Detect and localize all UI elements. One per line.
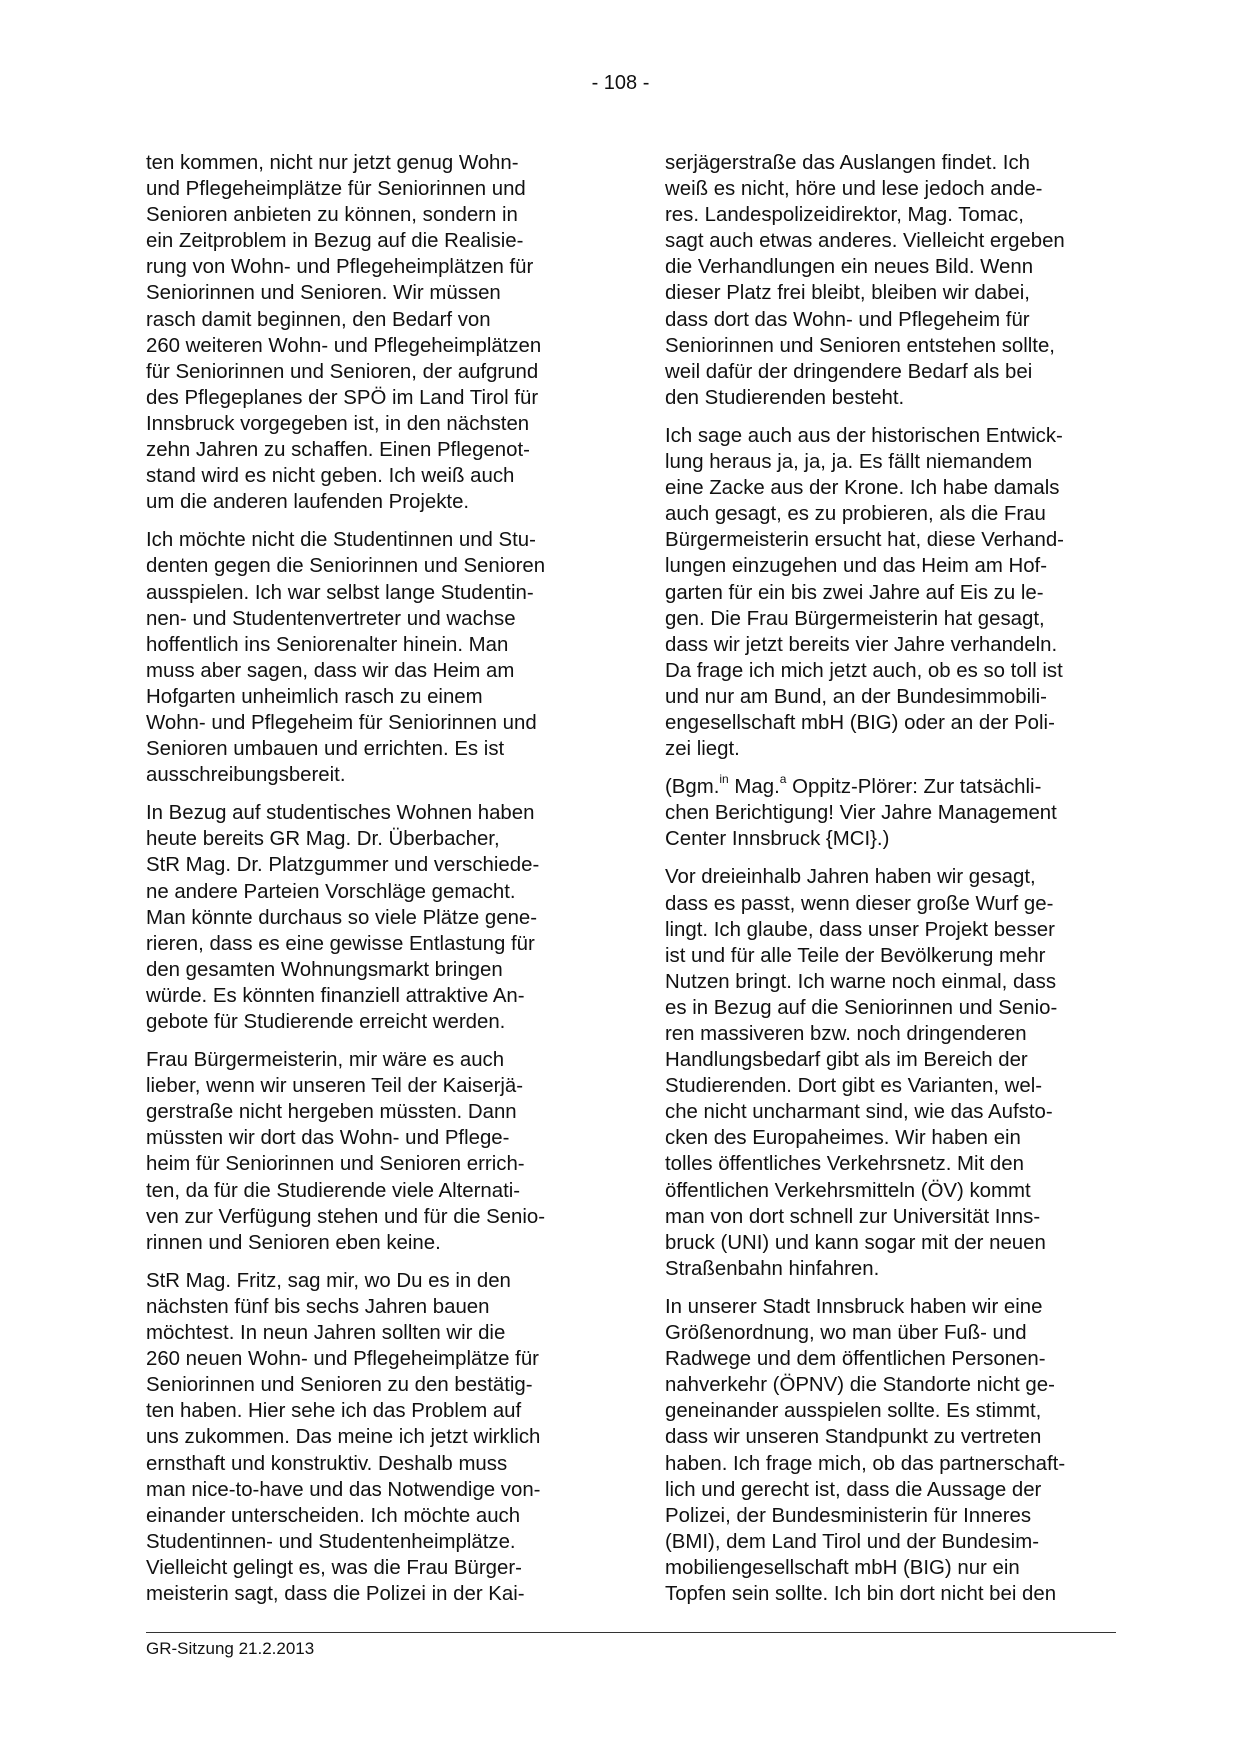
text-line: gen. Die Frau Bürgermeisterin hat gesagt,: [665, 607, 1045, 630]
text-line: dass dort das Wohn- und Pflegeheim für: [665, 308, 1030, 331]
interjection-sup2: a: [779, 772, 787, 787]
text-line: Seniorinnen und Senioren. Wir müssen: [146, 282, 501, 305]
text-line: uns zukommen. Das meine ich jetzt wirklich: [146, 1426, 541, 1449]
text-line: den gesamten Wohnungsmarkt bringen: [146, 958, 503, 981]
text-line: Topfen sein sollte. Ich bin dort nicht bei den: [665, 1582, 1057, 1605]
text-line: Ich sage auch aus der historischen Entwick-: [665, 424, 1063, 447]
text-line: serjägerstraße das Auslangen findet. Ich: [665, 152, 1030, 174]
paragraph: [665, 150, 1125, 411]
text-line: man von dort schnell zur Universität Inns-: [665, 1205, 1041, 1228]
text-line: Innsbruck vorgegeben ist, in den nächsten: [146, 412, 530, 435]
text-line: ven zur Verfügung stehen und für die Senio-: [146, 1205, 546, 1228]
text-line: [665, 774, 1125, 800]
paragraph-gap: [146, 515, 598, 527]
paragraph: [146, 1047, 598, 1256]
text-line: Größenordnung, wo man über Fuß- und: [665, 1322, 1027, 1345]
text-line: garten für ein bis zwei Jahre auf Eis zu le-: [665, 581, 1044, 604]
paragraph-gap: [146, 1035, 598, 1047]
text-line: ren massiveren bzw. noch dringenderen: [665, 1023, 1027, 1045]
text-line: zehn Jahren zu schaffen. Einen Pflegenot-: [146, 439, 530, 462]
text-line: man nice-to-have und das Notwendige von-: [146, 1478, 541, 1501]
text-line: engesellschaft mbH (BIG) oder an der Poli-: [665, 711, 1055, 734]
paragraph: [146, 800, 598, 1035]
text-line: Nutzen bringt. Ich warne noch einmal, dass: [665, 970, 1057, 993]
text-line: Radwege und dem öffentlichen Personen-: [665, 1348, 1046, 1371]
paragraph: [146, 150, 598, 515]
text-line: sagt auch etwas anderes. Vielleicht ergeben: [665, 230, 1065, 253]
text-line: auch gesagt, es zu probieren, als die Frau: [665, 503, 1046, 526]
text-line: muss aber sagen, dass wir das Heim am: [146, 659, 515, 682]
text-line: den Studierenden besteht.: [665, 386, 905, 409]
text-line: dass es passt, wenn dieser große Wurf ge-: [665, 892, 1054, 915]
text-line: lungen einzugehen und das Heim am Hof-: [665, 555, 1047, 578]
text-line: Vielleicht gelingt es, was die Frau Bürger-: [146, 1556, 522, 1579]
text-line: lung heraus ja, ja, ja. Es fällt niemandem: [665, 451, 1033, 474]
text-line: Center Innsbruck {MCI}.): [665, 828, 890, 851]
paragraph: [146, 527, 598, 788]
footer-divider: [146, 1632, 1116, 1633]
text-line: Seniorinnen und Senioren entstehen sollte,: [665, 334, 1055, 357]
text-line: möchtest. In neun Jahren sollten wir die: [146, 1322, 506, 1345]
text-line: die Verhandlungen ein neues Bild. Wenn: [665, 256, 1034, 279]
text-line: Da frage ich mich jetzt auch, ob es so toll ist: [665, 659, 1063, 682]
text-line: che nicht uncharmant sind, wie das Aufsto-: [665, 1101, 1053, 1124]
text-line: öffentlichen Verkehrsmitteln (ÖV) kommt: [665, 1179, 1031, 1202]
left-column: [146, 150, 598, 1607]
text-line: einander unterscheiden. Ich möchte auch: [146, 1504, 521, 1527]
text-line: stand wird es nicht geben. Ich weiß auch: [146, 465, 515, 488]
text-line: Frau Bürgermeisterin, mir wäre es auch: [146, 1049, 505, 1072]
text-line: Seniorinnen und Senioren zu den bestätig-: [146, 1374, 533, 1397]
text-line: heute bereits GR Mag. Dr. Überbacher,: [146, 828, 500, 851]
text-line: ernsthaft und konstruktiv. Deshalb muss: [146, 1452, 508, 1475]
right-column: [665, 150, 1125, 1607]
text-line: Straßenbahn hinfahren.: [665, 1257, 880, 1280]
text-line: Studierenden. Dort gibt es Varianten, wel-: [665, 1075, 1043, 1098]
interjection-sup1: in: [719, 772, 729, 787]
text-line: ne andere Parteien Vorschläge gemacht.: [146, 880, 516, 903]
text-line: Polizei, der Bundesministerin für Inneres: [665, 1504, 1032, 1527]
text-line: Bürgermeisterin ersucht hat, diese Verhand-: [665, 529, 1064, 552]
text-line: gebote für Studierende erreicht werden.: [146, 1011, 506, 1033]
text-line: weiß es nicht, höre und lese jedoch ande-: [665, 178, 1043, 201]
text-line: meisterin sagt, dass die Polizei in der Kai-: [146, 1582, 525, 1605]
text-line: heim für Seniorinnen und Senioren errich-: [146, 1153, 525, 1176]
text-line: um die anderen laufenden Projekte.: [146, 491, 470, 514]
paragraph-gap: [665, 852, 1125, 864]
text-line: ausschreibungsbereit.: [146, 764, 346, 787]
text-line: ausspielen. Ich war selbst lange Studentin-: [146, 581, 534, 604]
page-number: - 108 -: [591, 72, 650, 94]
text-line: nächsten fünf bis sechs Jahren bauen: [146, 1295, 490, 1318]
text-line: Wohn- und Pflegeheim für Seniorinnen und: [146, 711, 537, 734]
text-line: ten haben. Hier sehe ich das Problem auf: [146, 1400, 522, 1423]
paragraph-gap: [665, 1282, 1125, 1294]
paragraph-gap: [146, 1256, 598, 1268]
text-line: gerstraße nicht hergeben müssten. Dann: [146, 1101, 517, 1124]
text-line: dass wir jetzt bereits vier Jahre verhandeln.: [665, 633, 1058, 656]
text-line: lich und gerecht ist, dass die Aussage der: [665, 1478, 1042, 1501]
text-line: rieren, dass es eine gewisse Entlastung für: [146, 932, 535, 955]
paragraph-gap: [665, 411, 1125, 423]
text-line: für Seniorinnen und Senioren, der aufgrund: [146, 360, 539, 383]
text-line: hoffentlich ins Seniorenalter hinein. Man: [146, 633, 509, 656]
text-line: Vor dreieinhalb Jahren haben wir gesagt,: [665, 866, 1036, 889]
text-line: dieser Platz frei bleibt, bleiben wir dabei,: [665, 282, 1030, 305]
text-line: denten gegen die Seniorinnen und Senioren: [146, 555, 546, 578]
text-line: würde. Es könnten finanziell attraktive An-: [146, 984, 525, 1007]
text-line: rinnen und Senioren eben keine.: [146, 1231, 441, 1254]
text-line: Hofgarten unheimlich rasch zu einem: [146, 685, 483, 708]
text-line: Studentinnen- und Studentenheimplätze.: [146, 1530, 516, 1553]
text-line: und nur am Bund, an der Bundesimmobili-: [665, 685, 1047, 708]
text-line: ein Zeitproblem in Bezug auf die Realisie-: [146, 230, 524, 253]
text-line: lingt. Ich glaube, dass unser Projekt besser: [665, 918, 1055, 941]
text-line: (BMI), dem Land Tirol und der Bundesim-: [665, 1530, 1039, 1553]
text-line: dass wir unseren Standpunkt zu vertreten: [665, 1426, 1042, 1449]
paragraph: [665, 864, 1125, 1282]
text-line: res. Landespolizeidirektor, Mag. Tomac,: [665, 204, 1024, 227]
interjection-paragraph: [665, 774, 1125, 852]
text-line: tolles öffentliches Verkehrsnetz. Mit den: [665, 1153, 1024, 1176]
text-line: weil dafür der dringendere Bedarf als bei: [665, 360, 1033, 383]
text-line: 260 weiteren Wohn- und Pflegeheimplätzen: [146, 334, 542, 357]
text-line: chen Berichtigung! Vier Jahre Management: [665, 802, 1057, 825]
text-line: bruck (UNI) und kann sogar mit der neuen: [665, 1231, 1046, 1254]
text-line: Handlungsbedarf gibt als im Bereich der: [665, 1049, 1028, 1072]
text-line: Senioren anbieten zu können, sondern in: [146, 204, 518, 227]
text-line: zei liegt.: [665, 738, 740, 761]
paragraph-gap: [146, 788, 598, 800]
text-line: StR Mag. Fritz, sag mir, wo Du es in den: [146, 1269, 511, 1292]
text-line: geneinander ausspielen sollte. Es stimmt,: [665, 1400, 1042, 1423]
paragraph: [665, 423, 1125, 762]
text-line: nen- und Studentenvertreter und wachse: [146, 607, 516, 630]
text-line: haben. Ich frage mich, ob das partnerschaft-: [665, 1452, 1066, 1475]
text-line: eine Zacke aus der Krone. Ich habe damals: [665, 477, 1060, 500]
text-line: Ich möchte nicht die Studentinnen und Stu-: [146, 529, 536, 552]
text-line: nahverkehr (ÖPNV) die Standorte nicht ge-: [665, 1374, 1055, 1397]
text-line: rung von Wohn- und Pflegeheimplätzen für: [146, 256, 534, 279]
text-line: ten, da für die Studierende viele Alternati-: [146, 1179, 521, 1202]
text-line: rasch damit beginnen, den Bedarf von: [146, 308, 491, 331]
footer-text: GR-Sitzung 21.2.2013: [146, 1639, 315, 1658]
text-line: ten kommen, nicht nur jetzt genug Wohn-: [146, 152, 519, 174]
interjection-middle: Mag.: [728, 776, 780, 799]
text-line: ist und für alle Teile der Bevölkerung mehr: [665, 944, 1046, 967]
text-line: Man könnte durchaus so viele Plätze gene-: [146, 906, 538, 929]
text-line: 260 neuen Wohn- und Pflegeheimplätze für: [146, 1348, 539, 1371]
text-line: des Pflegeplanes der SPÖ im Land Tirol für: [146, 386, 539, 409]
text-line: In Bezug auf studentisches Wohnen haben: [146, 802, 535, 825]
paragraph-gap: [665, 762, 1125, 774]
text-line: StR Mag. Dr. Platzgummer und verschiede-: [146, 854, 540, 877]
text-line: cken des Europaheimes. Wir haben ein: [665, 1127, 1021, 1150]
text-line: Senioren umbauen und errichten. Es ist: [146, 738, 505, 761]
text-line: es in Bezug auf die Seniorinnen und Senio-: [665, 996, 1058, 1019]
text-line: lieber, wenn wir unseren Teil der Kaiserjä-: [146, 1075, 524, 1098]
paragraph: [146, 1268, 598, 1607]
text-line: müssten wir dort das Wohn- und Pflege-: [146, 1127, 510, 1150]
text-line: mobiliengesellschaft mbH (BIG) nur ein: [665, 1556, 1020, 1579]
text-line: In unserer Stadt Innsbruck haben wir eine: [665, 1295, 1043, 1318]
text-line: und Pflegeheimplätze für Seniorinnen und: [146, 178, 526, 201]
interjection-prefix: (Bgm.: [665, 776, 720, 799]
interjection-rest: Oppitz-Plörer: Zur tatsächli-: [786, 776, 1042, 799]
paragraph: [665, 1294, 1125, 1607]
